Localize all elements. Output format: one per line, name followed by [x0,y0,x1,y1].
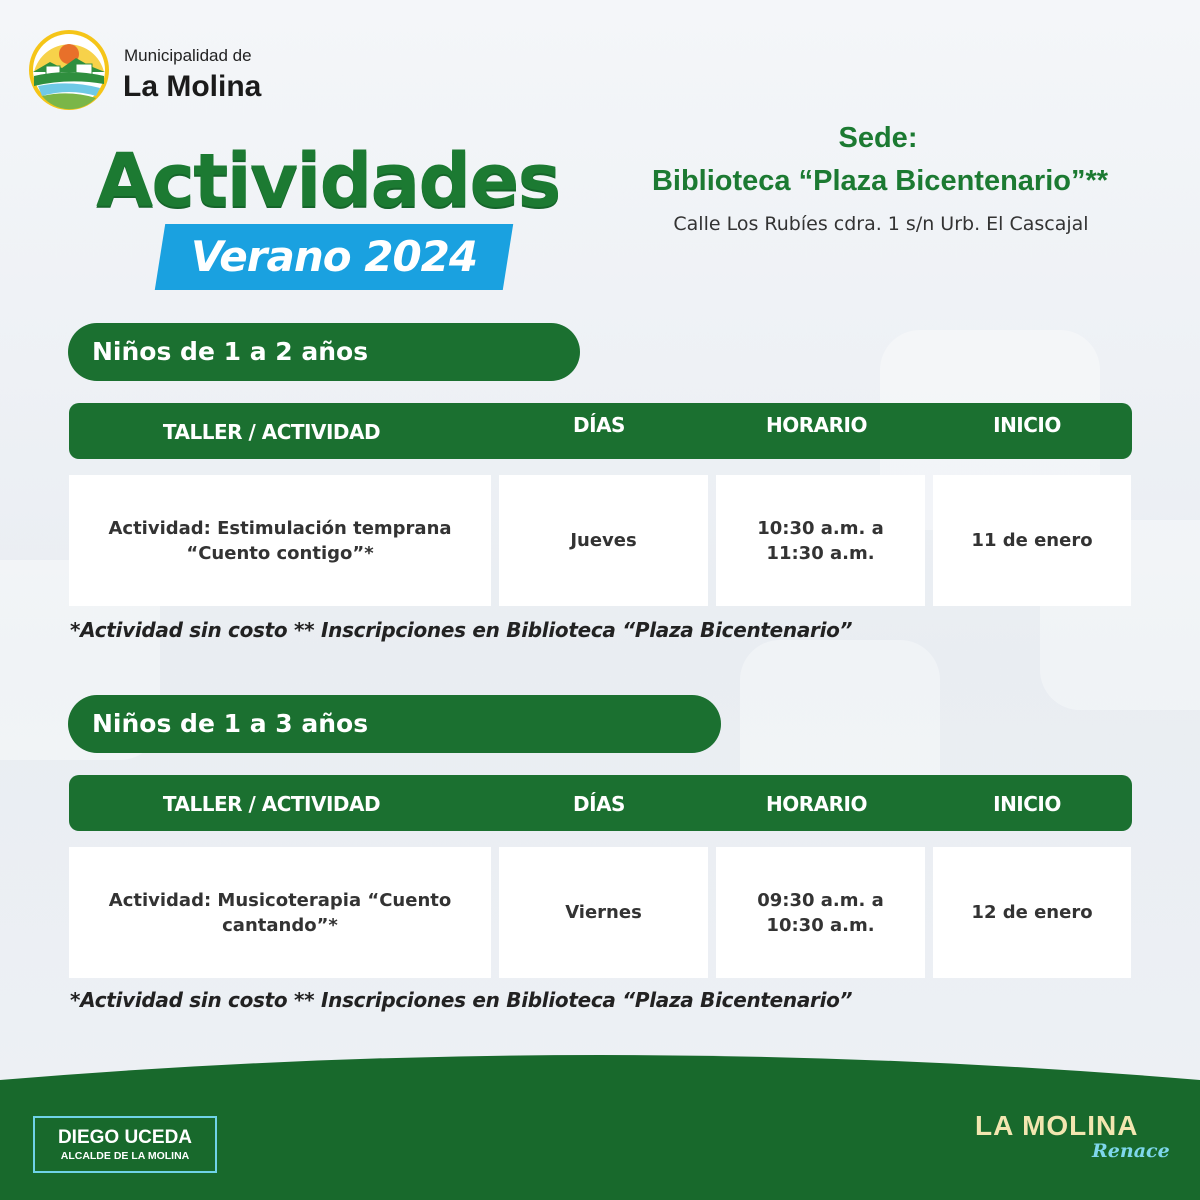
header-start: INICIO [993,792,1061,816]
header-activity: TALLER / ACTIVIDAD [162,420,381,444]
table-cell-days: Viernes [499,847,708,978]
table-cell-days: Jueves [499,475,708,606]
table-cell-start: 11 de enero [933,475,1131,606]
venue-name: Biblioteca “Plaza Bicentenario”** [651,165,1109,197]
header-activity: TALLER / ACTIVIDAD [162,792,381,816]
table-cell-activity: Actividad: Musicoterapia “Cuento cantando”* [69,847,491,978]
la-molina-logo [28,28,110,112]
section-group-title: Niños de 1 a 3 años [68,695,721,753]
section-footnote: *Actividad sin costo ** Inscripciones en Biblioteca “Plaza Bicentenario” [70,618,853,642]
table-header [69,775,1132,831]
table-cell-schedule: 10:30 a.m. a 11:30 a.m. [716,475,925,606]
header-schedule: HORARIO [766,792,867,816]
municipality-small-label: Municipalidad de [124,46,252,65]
venue-address: Calle Los Rubíes cdra. 1 s/n Urb. El Cascajal [673,213,1089,235]
header-days: DÍAS [573,413,625,437]
mayor-badge [33,1116,217,1173]
mayor-name: DIEGO UCEDA [57,1127,193,1148]
table-cell-schedule: 09:30 a.m. a 10:30 a.m. [716,847,925,978]
table-cell-activity: Actividad: Estimulación temprana “Cuento contigo”* [69,475,491,606]
brand-logo-text: LA MOLINA [975,1110,1139,1141]
header-schedule: HORARIO [766,413,867,437]
header-days: DÍAS [573,792,625,816]
table-header [69,403,1132,459]
brand-tagline: Renace [1092,1140,1170,1162]
municipality-name: La Molina [123,70,262,103]
title-banner-text: Verano 2024 [190,232,478,281]
table-cell-start: 12 de enero [933,847,1131,978]
mayor-role: ALCALDE DE LA MOLINA [60,1150,190,1162]
venue-label: Sede: [838,122,918,154]
section-group-title: Niños de 1 a 2 años [68,323,580,381]
header-start: INICIO [993,413,1061,437]
section-footnote: *Actividad sin costo ** Inscripciones en Biblioteca “Plaza Bicentenario” [70,988,853,1012]
page-title: Actividades [96,138,560,224]
